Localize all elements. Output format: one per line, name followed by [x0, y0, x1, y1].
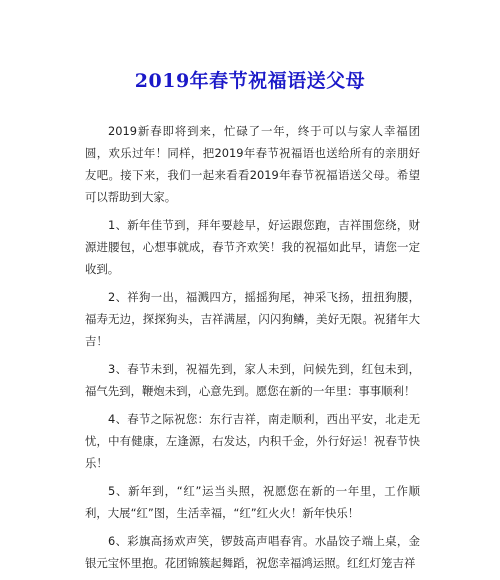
greeting-paragraph-4: 4、春节之际祝您：东行吉祥，南走顺利，西出平安，北走无忧，中有健康，左逢源，右发达，内积千金，外行好运！祝春节快乐！ [85, 412, 420, 470]
greeting-paragraph-6: 6、彩旗高扬欢声笑，锣鼓高声唱春宵。水晶饺子端上桌，金银元宝怀里抱。花团锦簇起舞蹈，祝您幸福鸿运照。红红灯笼吉祥 [85, 534, 420, 570]
document-body [85, 120, 420, 580]
greeting-paragraph-1: 1、新年佳节到，拜年要趁早，好运跟您跑，吉祥围您绕，财源进腰包，心想事就成，春节齐欢笑！我的祝福如此早，请您一定收到。 [85, 218, 420, 276]
document-title: 2019年春节祝福语送父母 [134, 70, 366, 92]
intro-paragraph: 2019新春即将到来，忙碌了一年，终于可以与家人幸福团圆，欢乐过年！同样，把2019年春节祝福语也送给所有的亲朋好友吧。接下来，我们一起来看看2019年春节祝福语送父母。希望可以帮助到大家。 [85, 124, 420, 204]
greeting-paragraph-5: 5、新年到，“红”运当头照，祝愿您在新的一年里，工作顺利，大展“红”图，生活幸福，“红”红火火！新年快乐！ [85, 484, 420, 520]
greeting-paragraph-2: 2、祥狗一出，福溅四方，摇摇狗尾，神采飞扬，扭扭狗腰，福寿无边，探探狗头，吉祥满屋，闪闪狗鳞，美好无限。祝猪年大吉！ [85, 290, 420, 348]
greeting-paragraph-3: 3、春节未到，祝福先到，家人未到，问候先到，红包未到，福气先到，鞭炮未到，心意先到。愿您在新的一年里：事事顺利！ [85, 362, 420, 398]
